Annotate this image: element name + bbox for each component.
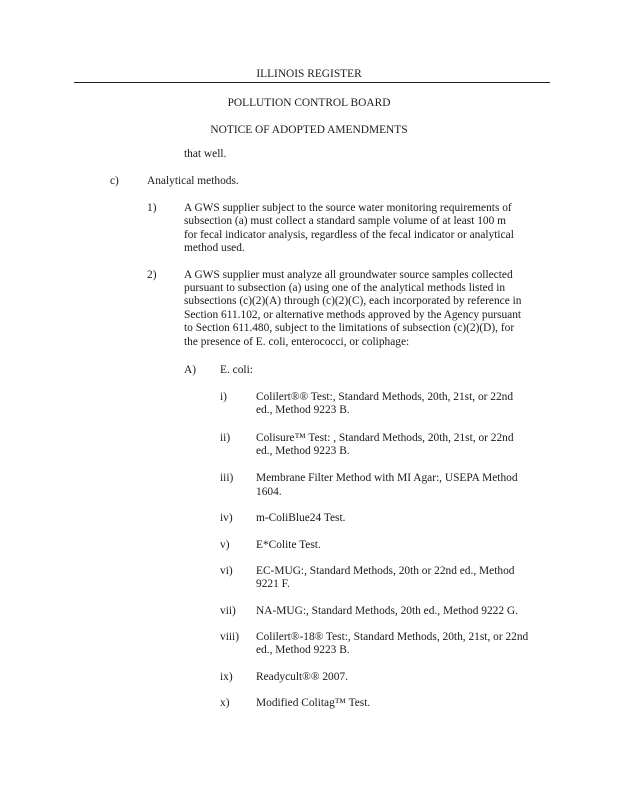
method-label: iv) [220, 512, 233, 524]
para-2-line: the presence of E. coli, enterococci, or coliphage: [184, 336, 410, 348]
para-1-line: A GWS supplier subject to the source water monitoring requirements of [184, 202, 512, 214]
method-label: x) [220, 697, 230, 709]
method-line: Modified Colitag™ Test. [256, 697, 371, 709]
para-2-line: Section 611.102, or alternative methods approved by the Agency pursuant [184, 309, 522, 321]
board-title: POLLUTION CONTROL BOARD [227, 97, 391, 109]
para-2-line: subsections (c)(2)(A) through (c)(2)(C), each incorporated by reference in [184, 295, 522, 307]
para-2-label: 2) [147, 269, 157, 281]
para-2-line: to Section 611.480, subject to the limitations of subsection (c)(2)(D), for [184, 322, 515, 334]
header-rule [74, 82, 550, 83]
method-line: ed., Method 9223 B. [256, 445, 350, 457]
method-label: iii) [220, 472, 234, 484]
method-line: Readycult®® 2007. [256, 671, 348, 683]
method-line: 9221 F. [256, 578, 290, 590]
method-line: 1604. [256, 486, 282, 498]
sub-a-label: A) [184, 364, 197, 376]
method-label: v) [220, 539, 230, 551]
notice-title: NOTICE OF ADOPTED AMENDMENTS [210, 124, 408, 136]
sub-a-title: E. coli: [220, 364, 253, 376]
para-1-line: method used. [184, 242, 245, 254]
para-2-line: A GWS supplier must analyze all groundwater source samples collected [184, 269, 513, 281]
para-1-label: 1) [147, 202, 157, 214]
register-title: ILLINOIS REGISTER [256, 68, 362, 80]
method-line: NA-MUG:, Standard Methods, 20th ed., Method 9222 G. [256, 605, 518, 617]
para-1-line: for fecal indicator analysis, regardless of the fecal indicator or analytical [184, 229, 514, 241]
method-line: m-ColiBlue24 Test. [256, 512, 346, 524]
method-line: Colisure™ Test: , Standard Methods, 20th, 21st, or 22nd [256, 432, 514, 444]
para-1-line: subsection (a) must collect a standard sample volume of at least 100 m [184, 215, 507, 227]
intro-fragment: that well. [184, 148, 227, 160]
section-c-label: c) [110, 175, 119, 187]
method-label: viii) [220, 631, 239, 643]
method-line: Colilert®® Test:, Standard Methods, 20th, 21st, or 22nd [256, 391, 514, 403]
section-c-title: Analytical methods. [147, 175, 239, 187]
para-2-line: pursuant to subsection (a) using one of the analytical methods listed in [184, 282, 506, 294]
method-label: ii) [220, 432, 231, 444]
method-line: ed., Method 9223 B. [256, 644, 350, 656]
method-label: vi) [220, 565, 233, 577]
method-label: i) [220, 391, 227, 403]
method-line: ed., Method 9223 B. [256, 404, 350, 416]
method-line: E*Colite Test. [256, 539, 321, 551]
method-line: EC-MUG:, Standard Methods, 20th or 22nd ed., Method [256, 565, 515, 577]
method-line: Colilert®-18® Test:, Standard Methods, 20th, 21st, or 22nd [256, 631, 529, 643]
method-label: ix) [220, 671, 233, 683]
method-line: Membrane Filter Method with MI Agar:, USEPA Method [256, 472, 518, 484]
method-label: vii) [220, 605, 236, 617]
